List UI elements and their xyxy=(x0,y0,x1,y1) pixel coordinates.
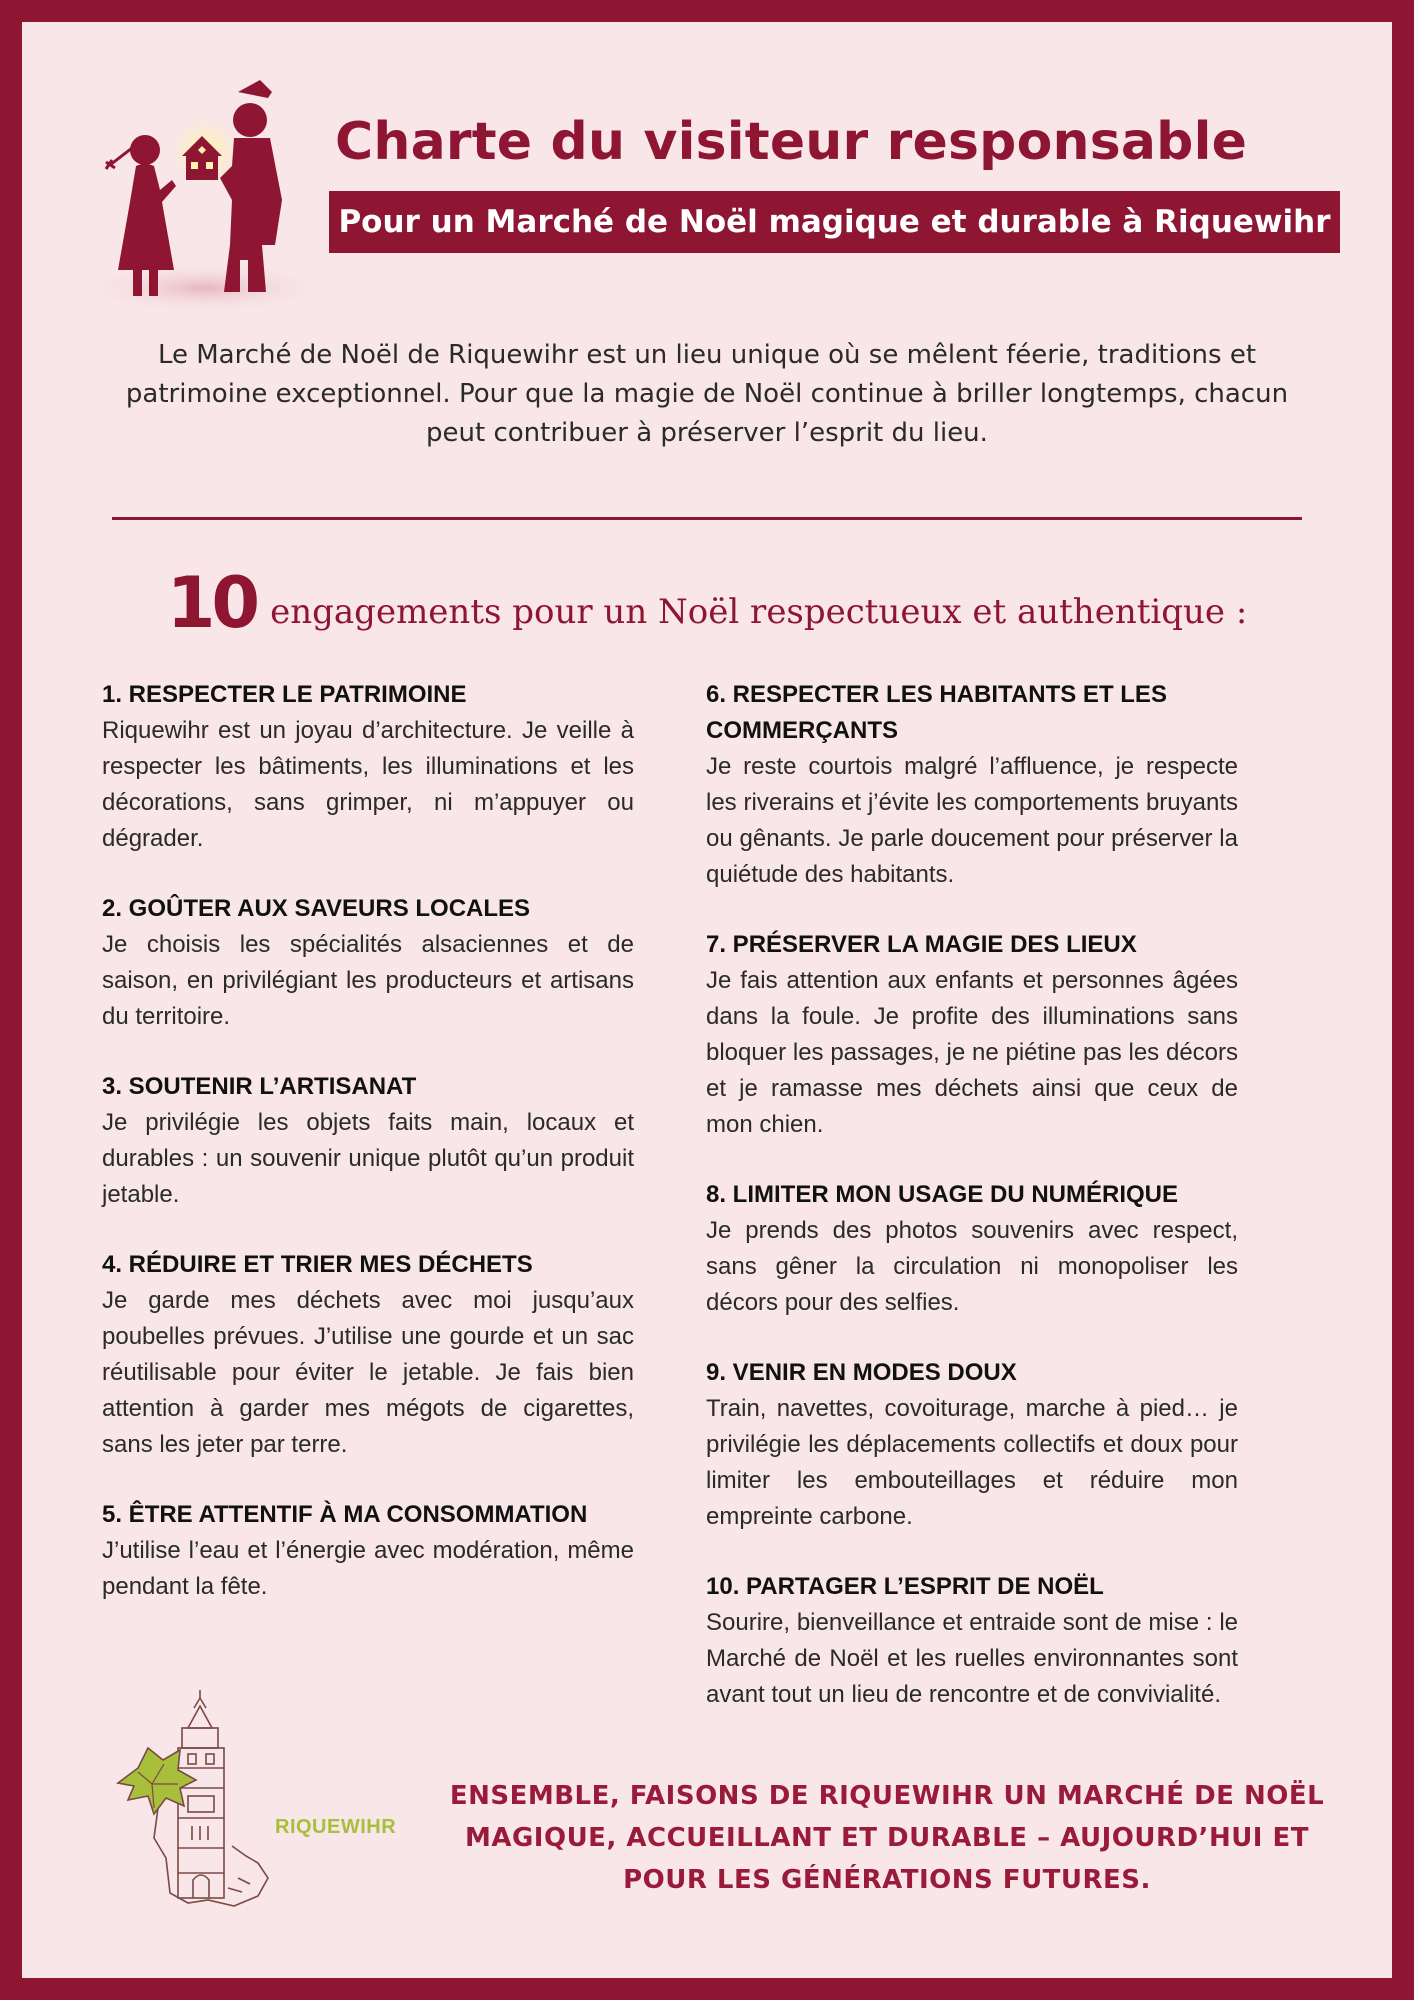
engagement-item xyxy=(102,891,634,1035)
divider xyxy=(112,517,1302,520)
engagement-text: Je fais attention aux enfants et personnes âgées dans la foule. Je profite des illuminations sans bloquer les passages, je ne piétine pas les décors et je ramasse mes déchets ainsi que ceux de mon chien. xyxy=(706,967,1238,1138)
engagement-text: Je prends des photos souvenirs avec respect, sans gêner la circulation ni monopoliser les décors pour des selfies. xyxy=(706,1217,1238,1316)
engagement-item xyxy=(102,677,634,857)
section-heading-text: engagements pour un Noël respectueux et authentique : xyxy=(270,592,1248,632)
subtitle: Pour un Marché de Noël magique et durable à Riquewihr xyxy=(338,204,1331,240)
engagement-title: 9. VENIR EN MODES DOUX xyxy=(706,1359,1017,1386)
engagement-item xyxy=(706,1569,1238,1713)
engagement-text: Je garde mes déchets avec moi jusqu’aux poubelles prévues. J’utilise une gourde et un sac réutilisable pour éviter le jetable. Je fais bien attention à garder mes mégots de cigarettes, sans les jeter par terre. xyxy=(102,1287,634,1458)
page-title: Charte du visiteur responsable xyxy=(335,112,1248,172)
section-heading xyxy=(22,562,1392,644)
engagement-item xyxy=(706,1355,1238,1535)
engagement-title: 7. PRÉSERVER LA MAGIE DES LIEUX xyxy=(706,931,1137,958)
engagement-title: 2. GOÛTER AUX SAVEURS LOCALES xyxy=(102,895,531,922)
engagements-column-right xyxy=(706,677,1238,1747)
engagement-item xyxy=(706,927,1238,1143)
subtitle-banner xyxy=(329,191,1340,253)
children-silhouette-icon xyxy=(70,70,340,320)
engagement-title: 5. ÊTRE ATTENTIF À MA CONSOMMATION xyxy=(102,1501,588,1528)
engagement-text: Je choisis les spécialités alsaciennes et de saison, en privilégiant les producteurs et artisans du territoire. xyxy=(102,931,634,1030)
engagement-title: 4. RÉDUIRE ET TRIER MES DÉCHETS xyxy=(102,1251,533,1278)
engagement-title: 1. RESPECTER LE PATRIMOINE xyxy=(102,681,467,708)
closing-message: ENSEMBLE, FAISONS DE RIQUEWIHR UN MARCHÉ DE NOËL MAGIQUE, ACCUEILLANT ET DURABLE – AUJOURD’HUI ET POUR LES GÉNÉRATIONS FUTURES. xyxy=(449,1781,1325,1895)
engagement-text: Je privilégie les objets faits main, locaux et durables : un souvenir unique plutôt qu’un produit jetable. xyxy=(102,1109,634,1208)
engagement-title: 10. PARTAGER L’ESPRIT DE NOËL xyxy=(706,1573,1104,1600)
section-number: 10 xyxy=(166,562,257,644)
engagement-title: 8. LIMITER MON USAGE DU NUMÉRIQUE xyxy=(706,1181,1179,1208)
engagement-item xyxy=(102,1497,634,1605)
engagement-text: Train, navettes, covoiturage, marche à pied… je privilégie les déplacements collectifs et doux pour limiter les embouteillages et réduire mon empreinte carbone. xyxy=(706,1395,1238,1530)
engagement-item xyxy=(102,1069,634,1213)
engagements-column-left xyxy=(102,677,634,1639)
logo-text: RIQUEWIHR xyxy=(275,1816,397,1838)
engagement-item xyxy=(706,677,1238,893)
engagement-text: Riquewihr est un joyau d’architecture. Je veille à respecter les bâtiments, les illuminations et les décorations, sans grimper, ni m’appuyer ou dégrader. xyxy=(102,717,634,852)
engagement-item xyxy=(706,1177,1238,1321)
engagement-title: 3. SOUTENIR L’ARTISANAT xyxy=(102,1073,417,1100)
intro-paragraph: Le Marché de Noël de Riquewihr est un lieu unique où se mêlent féerie, traditions et patrimoine exceptionnel. Pour que la magie de Noël continue à briller longtemps, chacun peut contribuer à préserver l’esprit du lieu. xyxy=(125,340,1289,448)
engagement-text: J’utilise l’eau et l’énergie avec modération, même pendant la fête. xyxy=(102,1537,634,1600)
engagement-item xyxy=(102,1247,634,1463)
poster-sheet xyxy=(22,22,1392,1978)
engagement-text: Je reste courtois malgré l’affluence, je respecte les riverains et j’évite les comportements bruyants ou gênants. Je parle doucement pour préserver la quiétude des habitants. xyxy=(706,753,1238,888)
riquewihr-logo-icon xyxy=(108,1688,428,1913)
engagement-title: 6. RESPECTER LES HABITANTS ET LES COMMERÇANTS xyxy=(706,681,1167,744)
engagement-text: Sourire, bienveillance et entraide sont de mise : le Marché de Noël et les ruelles environnantes sont avant tout un lieu de rencontre et de convivialité. xyxy=(706,1609,1238,1708)
